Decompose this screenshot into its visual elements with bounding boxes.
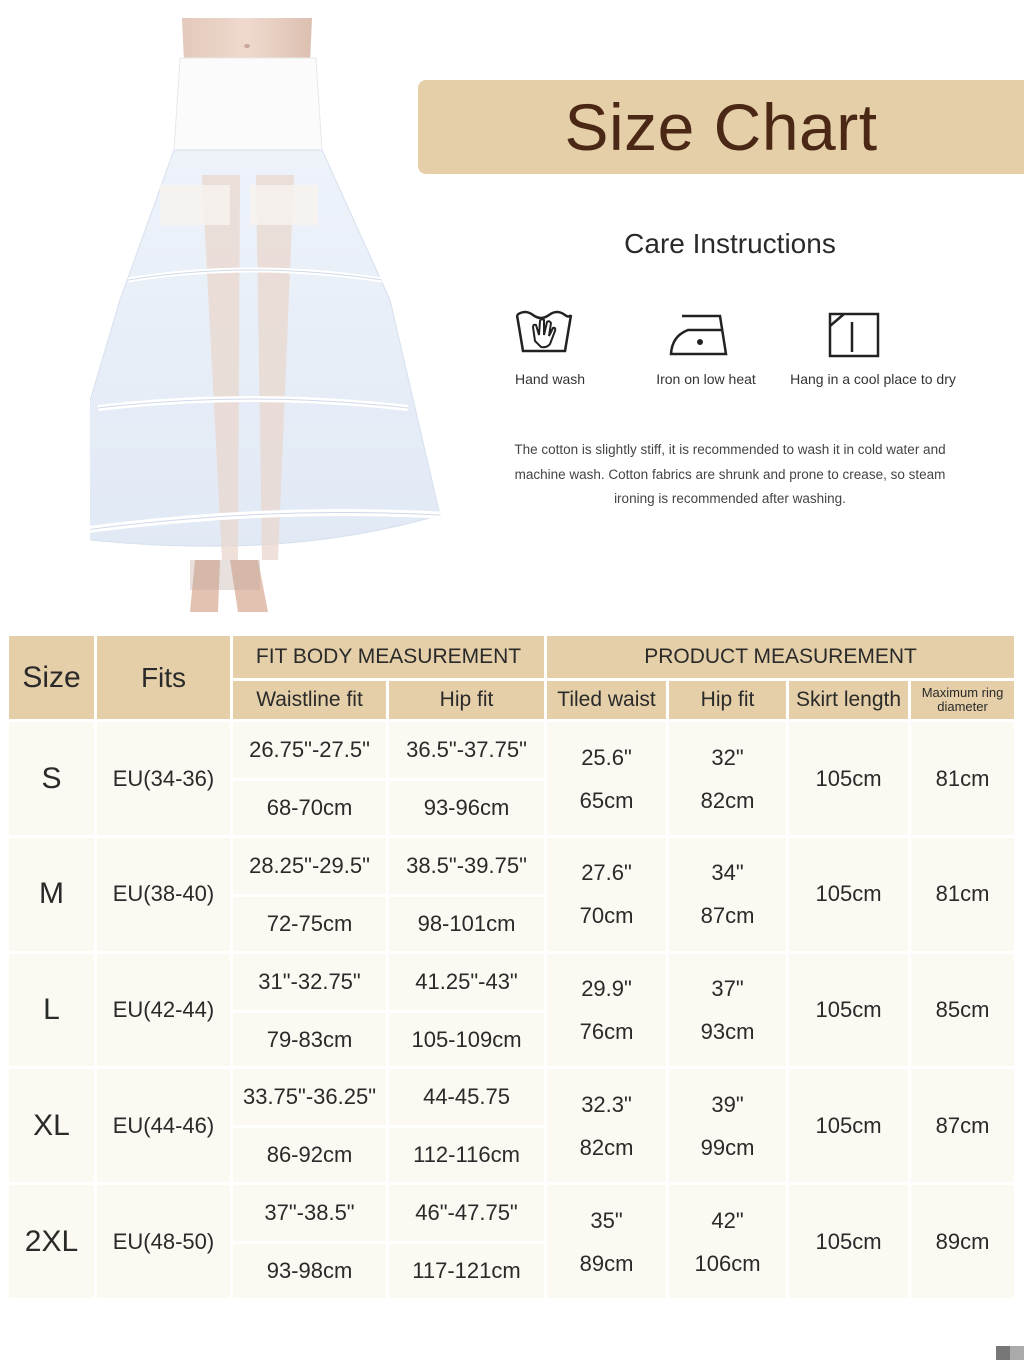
size-chart-table	[6, 633, 1017, 1301]
tiled-waist-cm: 76cm	[579, 1019, 634, 1045]
ring-diameter-cell: 81cm	[910, 721, 1016, 837]
waist-inches-cell: 31"-32.75"	[232, 952, 388, 1011]
product-hip-cell	[668, 952, 788, 1068]
tiled-waist-cm: 82cm	[579, 1134, 634, 1160]
header-waistline: Waistline fit	[232, 679, 388, 721]
ring-diameter-cell: 81cm	[910, 837, 1016, 953]
fits-cell: EU(48-50)	[96, 1184, 232, 1300]
iron-low-heat-label: Iron on low heat	[656, 371, 756, 387]
tiled-waist-cell	[546, 721, 668, 837]
product-hip-cell	[668, 721, 788, 837]
header-product: PRODUCT MEASUREMENT	[546, 635, 1016, 680]
size-cell: XL	[8, 1068, 96, 1184]
skirt-length-cell: 105cm	[788, 1184, 910, 1300]
skirt-length-cell: 105cm	[788, 1068, 910, 1184]
hip-cm-cell: 112-116cm	[388, 1127, 546, 1184]
header-size: Size	[8, 635, 96, 721]
product-hip-inches: 32"	[711, 744, 744, 770]
table-row	[8, 1068, 1016, 1127]
ring-diameter-cell: 85cm	[910, 952, 1016, 1068]
corner-square-icon	[1010, 1346, 1024, 1360]
fits-cell: EU(44-46)	[96, 1068, 232, 1184]
hip-cm-cell: 105-109cm	[388, 1011, 546, 1068]
tiled-waist-inches: 29.9"	[581, 976, 632, 1002]
header-tiled-waist: Tiled waist	[546, 679, 668, 721]
iron-low-heat-icon	[668, 310, 730, 358]
hip-cm-cell: 98-101cm	[388, 895, 546, 952]
skirt-length-cell: 105cm	[788, 952, 910, 1068]
title-banner	[418, 80, 1024, 174]
product-hip-cm: 106cm	[694, 1250, 761, 1276]
waist-cm-cell: 93-98cm	[232, 1243, 388, 1300]
hand-wash-label: Hand wash	[514, 371, 586, 387]
size-cell: L	[8, 952, 96, 1068]
hip-inches-cell: 41.25"-43"	[388, 952, 546, 1011]
waist-cm-cell: 86-92cm	[232, 1127, 388, 1184]
waist-cm-cell: 79-83cm	[232, 1011, 388, 1068]
header-skirt-length: Skirt length	[788, 679, 910, 721]
hip-cm-cell: 93-96cm	[388, 780, 546, 837]
header-ring-diameter: Maximum ring diameter	[910, 679, 1016, 721]
hip-inches-cell: 36.5"-37.75"	[388, 721, 546, 780]
hip-cm-cell: 117-121cm	[388, 1243, 546, 1300]
tiled-waist-inches: 25.6"	[581, 744, 632, 770]
hip-inches-cell: 46"-47.75"	[388, 1184, 546, 1243]
size-cell: S	[8, 721, 96, 837]
tiled-waist-cell	[546, 1184, 668, 1300]
fits-cell: EU(42-44)	[96, 952, 232, 1068]
size-cell: 2XL	[8, 1184, 96, 1300]
ring-diameter-cell: 87cm	[910, 1068, 1016, 1184]
table-row	[8, 1184, 1016, 1243]
waist-cm-cell: 72-75cm	[232, 895, 388, 952]
waist-inches-cell: 37"-38.5"	[232, 1184, 388, 1243]
tiled-waist-cell	[546, 952, 668, 1068]
hang-dry-label: Hang in a cool place to dry	[790, 371, 956, 387]
header-product-hip: Hip fit	[668, 679, 788, 721]
table-row	[8, 721, 1016, 780]
tiled-waist-cm: 65cm	[579, 787, 634, 813]
size-cell: M	[8, 837, 96, 953]
header-row	[8, 635, 1016, 680]
tiled-waist-cm: 89cm	[579, 1250, 634, 1276]
product-hip-cm: 99cm	[700, 1134, 755, 1160]
hang-dry-icon	[828, 312, 880, 358]
waist-inches-cell: 26.75"-27.5"	[232, 721, 388, 780]
corner-square-icon	[996, 1346, 1010, 1360]
header-hip-fit: Hip fit	[388, 679, 546, 721]
skirt-length-cell: 105cm	[788, 721, 910, 837]
ring-diameter-cell: 89cm	[910, 1184, 1016, 1300]
product-hip-cm: 87cm	[700, 903, 755, 929]
product-hip-cell	[668, 1068, 788, 1184]
header-fit-body: FIT BODY MEASUREMENT	[232, 635, 546, 680]
table-row	[8, 837, 1016, 896]
fits-cell: EU(38-40)	[96, 837, 232, 953]
care-description: The cotton is slightly stiff, it is recommended to wash it in cold water and machine wash. Cotton fabrics are shrunk and prone to crease, so steam ironing is recommended after washing.	[514, 442, 946, 506]
page-title: Size Chart	[564, 90, 878, 164]
product-hip-inches: 34"	[711, 860, 744, 886]
fits-cell: EU(34-36)	[96, 721, 232, 837]
care-heading: Care Instructions	[624, 228, 836, 259]
hip-inches-cell: 44-45.75	[388, 1068, 546, 1127]
tiled-waist-inches: 32.3"	[581, 1091, 632, 1117]
tiled-waist-cm: 70cm	[579, 903, 634, 929]
tiled-waist-cell	[546, 837, 668, 953]
product-hip-inches: 42"	[711, 1207, 744, 1233]
product-hip-inches: 37"	[711, 976, 744, 1002]
skirt-length-cell: 105cm	[788, 837, 910, 953]
tiled-waist-inches: 27.6"	[581, 860, 632, 886]
waist-cm-cell: 68-70cm	[232, 780, 388, 837]
product-hip-inches: 39"	[711, 1091, 744, 1117]
product-hip-cm: 82cm	[700, 787, 755, 813]
product-hip-cell	[668, 837, 788, 953]
tiled-waist-inches: 35"	[590, 1207, 623, 1233]
hand-wash-icon	[513, 305, 575, 355]
waist-inches-cell: 28.25"-29.5"	[232, 837, 388, 896]
product-hip-cm: 93cm	[700, 1019, 755, 1045]
table-row	[8, 952, 1016, 1011]
product-photo	[90, 0, 450, 625]
tiled-waist-cell	[546, 1068, 668, 1184]
header-fits: Fits	[96, 635, 232, 721]
waist-inches-cell: 33.75"-36.25"	[232, 1068, 388, 1127]
hip-inches-cell: 38.5"-39.75"	[388, 837, 546, 896]
product-hip-cell	[668, 1184, 788, 1300]
